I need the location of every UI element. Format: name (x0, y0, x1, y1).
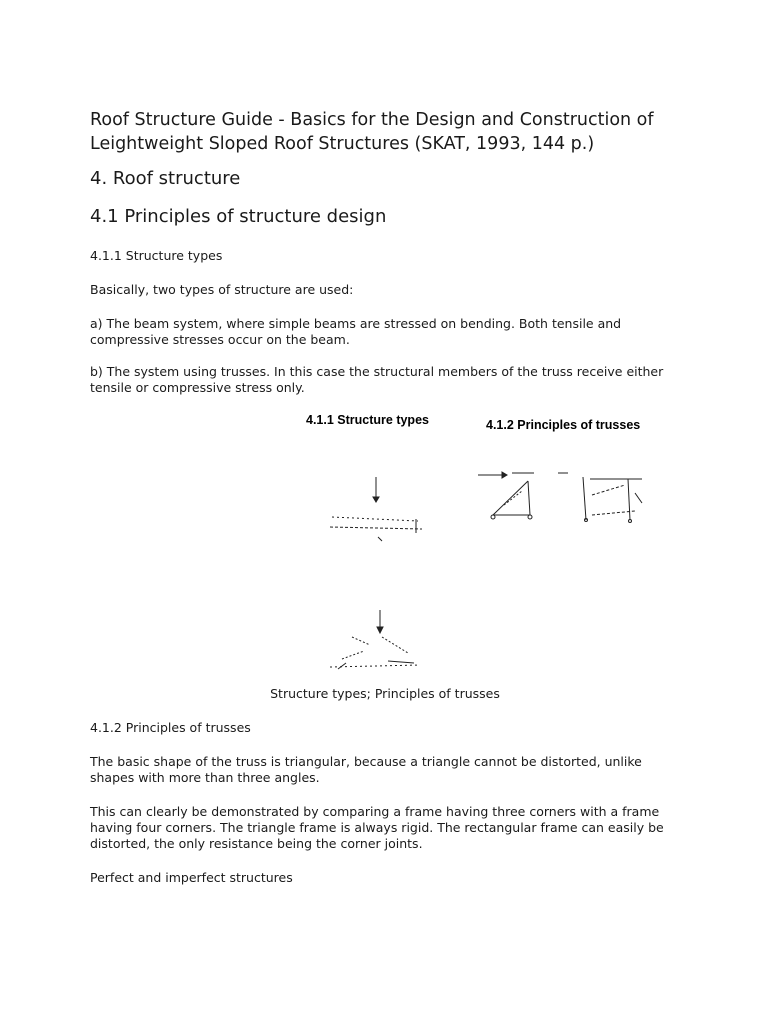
figure-drawing (290, 405, 670, 690)
chapter-heading: 4. Roof structure (90, 168, 241, 189)
rectangle-frame-diagram (558, 473, 642, 523)
figure-caption: Structure types; Principles of trusses (270, 686, 500, 701)
paragraph-truss-system: b) The system using trusses. In this case the structural members of the truss receive either tensile or compressive stress only. (90, 364, 664, 395)
paragraph-intro: Basically, two types of structure are used: (90, 282, 354, 297)
document-title: Roof Structure Guide - Basics for the Design and Construction of Leightweight Sloped Roof Structures (SKAT, 1993, 144 p.) (90, 110, 654, 154)
figure-heading-structure-types: 4.1.1 Structure types (306, 413, 429, 427)
paragraph-frame-comparison: This can clearly be demonstrated by comparing a frame having three corners with a frame having four corners. The triangle frame is always rigid. The rectangular frame can easily be distorted, the only resistance being the corner joints. (90, 804, 664, 851)
paragraph-perfect-imperfect: Perfect and imperfect structures (90, 870, 293, 885)
paragraph-beam-system: a) The beam system, where simple beams are stressed on bending. Both tensile and compressive stresses occur on the beam. (90, 316, 622, 347)
beam-diagram (330, 477, 422, 541)
section-heading: 4.1 Principles of structure design (90, 206, 387, 227)
subsection-principles-of-trusses: 4.1.2 Principles of trusses (90, 720, 251, 735)
loaded-truss-diagram (330, 610, 420, 669)
triangle-truss-diagram (478, 472, 534, 519)
figure-heading-principles-of-trusses: 4.1.2 Principles of trusses (486, 418, 641, 432)
structure-figure (290, 405, 670, 690)
subsection-structure-types: 4.1.1 Structure types (90, 248, 223, 263)
paragraph-truss-shape: The basic shape of the truss is triangular, because a triangle cannot be distorted, unlike shapes with more than three angles. (90, 754, 642, 785)
